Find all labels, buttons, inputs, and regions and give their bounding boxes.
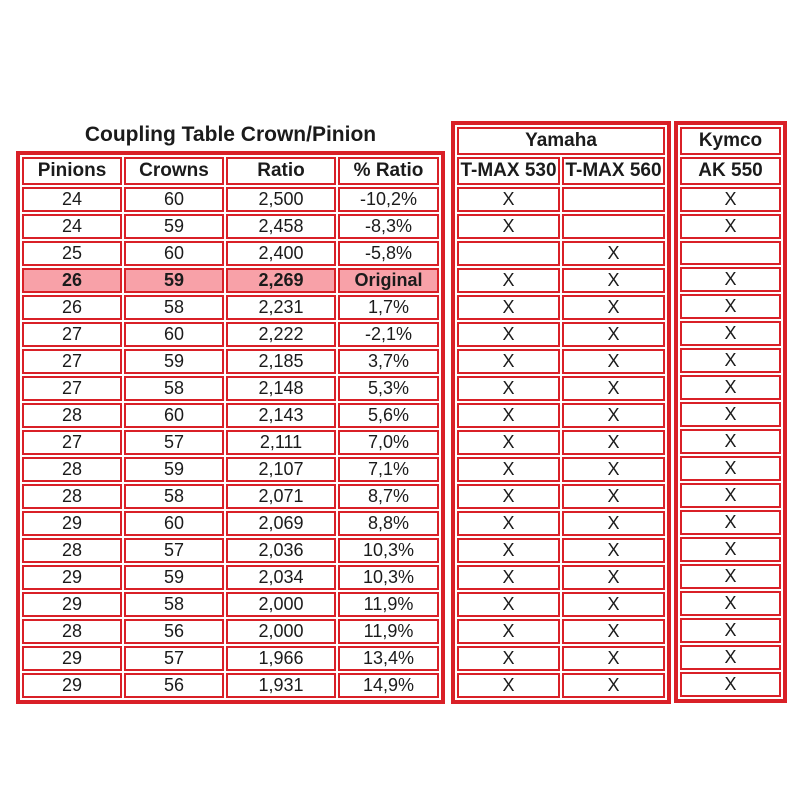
coupling-table-row xyxy=(22,538,439,563)
column-header-tmax-560: T-MAX 560 xyxy=(562,157,665,185)
cell-crowns: 57 xyxy=(124,430,224,455)
cell-pinions: 24 xyxy=(22,187,122,212)
empty-cell xyxy=(457,241,560,266)
cell-crowns: 59 xyxy=(124,214,224,239)
cell-ratio: 2,231 xyxy=(226,295,336,320)
yamaha-table-row xyxy=(457,619,665,644)
x-mark-cell: X xyxy=(562,241,665,266)
cell-crowns: 59 xyxy=(124,457,224,482)
x-mark-cell: X xyxy=(680,537,781,562)
column-header-ak-550: AK 550 xyxy=(680,157,781,185)
cell-pct-ratio: 3,7% xyxy=(338,349,439,374)
x-mark-cell: X xyxy=(680,591,781,616)
cell-pct-ratio: 11,9% xyxy=(338,592,439,617)
coupling-table-row xyxy=(22,241,439,266)
coupling-table-row xyxy=(22,457,439,482)
cell-crowns: 60 xyxy=(124,322,224,347)
yamaha-table-row xyxy=(457,484,665,509)
x-mark-cell: X xyxy=(680,187,781,212)
kymco-table-row xyxy=(680,187,781,212)
cell-pinions: 29 xyxy=(22,592,122,617)
yamaha-table-row xyxy=(457,646,665,671)
yamaha-table-row xyxy=(457,295,665,320)
coupling-table-row xyxy=(22,268,439,293)
cell-ratio: 2,000 xyxy=(226,592,336,617)
yamaha-table-row xyxy=(457,241,665,266)
kymco-table-row xyxy=(680,241,781,265)
yamaha-table-row xyxy=(457,214,665,239)
cell-ratio: 2,400 xyxy=(226,241,336,266)
yamaha-table-row xyxy=(457,322,665,347)
x-mark-cell: X xyxy=(562,403,665,428)
x-mark-cell: X xyxy=(457,592,560,617)
yamaha-table-row xyxy=(457,538,665,563)
cell-crowns: 59 xyxy=(124,565,224,590)
kymco-table-row xyxy=(680,267,781,292)
x-mark-cell: X xyxy=(562,376,665,401)
yamaha-table xyxy=(451,121,671,704)
cell-pinions: 27 xyxy=(22,349,122,374)
cell-crowns: 59 xyxy=(124,268,224,293)
column-header-tmax-530: T-MAX 530 xyxy=(457,157,560,185)
x-mark-cell: X xyxy=(457,619,560,644)
x-mark-cell: X xyxy=(457,187,560,212)
x-mark-cell: X xyxy=(457,565,560,590)
kymco-table-row xyxy=(680,402,781,427)
x-mark-cell: X xyxy=(562,646,665,671)
x-mark-cell: X xyxy=(562,484,665,509)
kymco-table xyxy=(674,121,787,703)
cell-ratio: 2,222 xyxy=(226,322,336,347)
yamaha-table-row xyxy=(457,565,665,590)
cell-pinions: 29 xyxy=(22,511,122,536)
yamaha-table-row xyxy=(457,349,665,374)
cell-pinions: 28 xyxy=(22,403,122,428)
x-mark-cell: X xyxy=(457,403,560,428)
cell-pct-ratio: -2,1% xyxy=(338,322,439,347)
cell-pct-ratio: 7,0% xyxy=(338,430,439,455)
cell-crowns: 57 xyxy=(124,538,224,563)
kymco-table-row xyxy=(680,294,781,319)
cell-pinions: 27 xyxy=(22,430,122,455)
page-title: Coupling Table Crown/Pinion xyxy=(84,123,377,146)
x-mark-cell: X xyxy=(680,483,781,508)
cell-ratio: 2,071 xyxy=(226,484,336,509)
x-mark-cell: X xyxy=(680,214,781,239)
cell-pct-ratio: 13,4% xyxy=(338,646,439,671)
cell-pct-ratio: -10,2% xyxy=(338,187,439,212)
x-mark-cell: X xyxy=(562,430,665,455)
yamaha-table-row xyxy=(457,430,665,455)
x-mark-cell: X xyxy=(457,376,560,401)
empty-cell xyxy=(562,214,665,239)
cell-ratio: 1,931 xyxy=(226,673,336,698)
cell-ratio: 2,269 xyxy=(226,268,336,293)
cell-pct-ratio: 5,3% xyxy=(338,376,439,401)
coupling-table-row xyxy=(22,349,439,374)
group-header-yamaha: Yamaha xyxy=(457,127,665,155)
kymco-table-row xyxy=(680,564,781,589)
x-mark-cell: X xyxy=(562,565,665,590)
yamaha-table-row xyxy=(457,457,665,482)
coupling-table-row xyxy=(22,214,439,239)
yamaha-model-header-row xyxy=(457,157,665,185)
x-mark-cell: X xyxy=(562,673,665,698)
cell-crowns: 58 xyxy=(124,484,224,509)
coupling-table-row xyxy=(22,646,439,671)
x-mark-cell: X xyxy=(562,349,665,374)
cell-pinions: 26 xyxy=(22,268,122,293)
column-header-ratio: Ratio xyxy=(226,157,336,185)
x-mark-cell: X xyxy=(457,295,560,320)
cell-pinions: 27 xyxy=(22,376,122,401)
x-mark-cell: X xyxy=(457,268,560,293)
x-mark-cell: X xyxy=(680,375,781,400)
coupling-table-row xyxy=(22,484,439,509)
cell-ratio: 2,034 xyxy=(226,565,336,590)
cell-pct-ratio: 14,9% xyxy=(338,673,439,698)
x-mark-cell: X xyxy=(680,429,781,454)
cell-pinions: 28 xyxy=(22,484,122,509)
cell-ratio: 2,111 xyxy=(226,430,336,455)
cell-pct-ratio: -8,3% xyxy=(338,214,439,239)
kymco-table-row xyxy=(680,618,781,643)
kymco-table-row xyxy=(680,591,781,616)
cell-ratio: 2,185 xyxy=(226,349,336,374)
x-mark-cell: X xyxy=(457,457,560,482)
cell-ratio: 2,000 xyxy=(226,619,336,644)
cell-pct-ratio: Original xyxy=(338,268,439,293)
cell-pct-ratio: 10,3% xyxy=(338,538,439,563)
cell-ratio: 2,143 xyxy=(226,403,336,428)
column-header-crowns: Crowns xyxy=(124,157,224,185)
yamaha-table-row xyxy=(457,376,665,401)
kymco-table-row xyxy=(680,645,781,670)
x-mark-cell: X xyxy=(562,268,665,293)
cell-pinions: 24 xyxy=(22,214,122,239)
kymco-group-header-row xyxy=(680,127,781,155)
cell-crowns: 60 xyxy=(124,187,224,212)
kymco-table-row xyxy=(680,375,781,400)
cell-pinions: 28 xyxy=(22,619,122,644)
cell-pinions: 27 xyxy=(22,322,122,347)
cell-pct-ratio: 5,6% xyxy=(338,403,439,428)
kymco-table-row xyxy=(680,348,781,373)
cell-ratio: 2,107 xyxy=(226,457,336,482)
kymco-model-header-row xyxy=(680,157,781,185)
cell-ratio: 2,500 xyxy=(226,187,336,212)
cell-pinions: 29 xyxy=(22,646,122,671)
x-mark-cell: X xyxy=(680,402,781,427)
coupling-table-row xyxy=(22,673,439,698)
coupling-table-row xyxy=(22,376,439,401)
cell-crowns: 58 xyxy=(124,592,224,617)
cell-crowns: 60 xyxy=(124,403,224,428)
x-mark-cell: X xyxy=(457,484,560,509)
cell-ratio: 2,148 xyxy=(226,376,336,401)
cell-ratio: 2,458 xyxy=(226,214,336,239)
cell-crowns: 57 xyxy=(124,646,224,671)
x-mark-cell: X xyxy=(680,294,781,319)
column-header-pct-ratio: % Ratio xyxy=(338,157,439,185)
cell-pinions: 29 xyxy=(22,673,122,698)
kymco-table-row xyxy=(680,510,781,535)
x-mark-cell: X xyxy=(562,538,665,563)
column-header-pinions: Pinions xyxy=(22,157,122,185)
cell-pct-ratio: -5,8% xyxy=(338,241,439,266)
cell-crowns: 56 xyxy=(124,673,224,698)
cell-crowns: 58 xyxy=(124,376,224,401)
yamaha-group-header-row xyxy=(457,127,665,155)
x-mark-cell: X xyxy=(680,456,781,481)
coupling-table xyxy=(16,151,445,704)
cell-pinions: 28 xyxy=(22,457,122,482)
x-mark-cell: X xyxy=(457,322,560,347)
x-mark-cell: X xyxy=(562,457,665,482)
x-mark-cell: X xyxy=(680,618,781,643)
coupling-table-row xyxy=(22,565,439,590)
x-mark-cell: X xyxy=(562,322,665,347)
cell-pct-ratio: 8,8% xyxy=(338,511,439,536)
empty-cell xyxy=(562,187,665,212)
coupling-table-row xyxy=(22,511,439,536)
cell-ratio: 2,069 xyxy=(226,511,336,536)
coupling-table-row xyxy=(22,295,439,320)
x-mark-cell: X xyxy=(457,673,560,698)
x-mark-cell: X xyxy=(680,645,781,670)
coupling-table-row xyxy=(22,430,439,455)
coupling-table-row xyxy=(22,619,439,644)
x-mark-cell: X xyxy=(457,511,560,536)
kymco-table-row xyxy=(680,672,781,697)
kymco-table-row xyxy=(680,537,781,562)
x-mark-cell: X xyxy=(680,267,781,292)
yamaha-table-row xyxy=(457,187,665,212)
kymco-table-row xyxy=(680,456,781,481)
cell-crowns: 60 xyxy=(124,241,224,266)
x-mark-cell: X xyxy=(457,349,560,374)
cell-crowns: 60 xyxy=(124,511,224,536)
cell-pinions: 26 xyxy=(22,295,122,320)
cell-ratio: 2,036 xyxy=(226,538,336,563)
yamaha-table-row xyxy=(457,673,665,698)
x-mark-cell: X xyxy=(562,295,665,320)
yamaha-table-row xyxy=(457,403,665,428)
coupling-table-row xyxy=(22,592,439,617)
cell-pinions: 29 xyxy=(22,565,122,590)
cell-pct-ratio: 8,7% xyxy=(338,484,439,509)
x-mark-cell: X xyxy=(562,592,665,617)
x-mark-cell: X xyxy=(680,672,781,697)
coupling-table-header-row xyxy=(22,157,439,185)
x-mark-cell: X xyxy=(680,564,781,589)
cell-ratio: 1,966 xyxy=(226,646,336,671)
coupling-table-row xyxy=(22,403,439,428)
cell-pinions: 28 xyxy=(22,538,122,563)
kymco-table-row xyxy=(680,483,781,508)
x-mark-cell: X xyxy=(457,430,560,455)
cell-crowns: 58 xyxy=(124,295,224,320)
x-mark-cell: X xyxy=(680,348,781,373)
cell-pct-ratio: 7,1% xyxy=(338,457,439,482)
kymco-table-row xyxy=(680,321,781,346)
cell-pct-ratio: 11,9% xyxy=(338,619,439,644)
x-mark-cell: X xyxy=(562,511,665,536)
coupling-table-row xyxy=(22,187,439,212)
cell-crowns: 59 xyxy=(124,349,224,374)
yamaha-table-row xyxy=(457,511,665,536)
kymco-table-row xyxy=(680,429,781,454)
cell-pct-ratio: 1,7% xyxy=(338,295,439,320)
cell-pct-ratio: 10,3% xyxy=(338,565,439,590)
yamaha-table-row xyxy=(457,592,665,617)
kymco-table-row xyxy=(680,214,781,239)
yamaha-table-row xyxy=(457,268,665,293)
group-header-kymco: Kymco xyxy=(680,127,781,155)
cell-pinions: 25 xyxy=(22,241,122,266)
cell-crowns: 56 xyxy=(124,619,224,644)
x-mark-cell: X xyxy=(680,321,781,346)
x-mark-cell: X xyxy=(457,538,560,563)
x-mark-cell: X xyxy=(457,214,560,239)
empty-cell xyxy=(680,241,781,265)
x-mark-cell: X xyxy=(680,510,781,535)
x-mark-cell: X xyxy=(457,646,560,671)
x-mark-cell: X xyxy=(562,619,665,644)
coupling-table-row xyxy=(22,322,439,347)
